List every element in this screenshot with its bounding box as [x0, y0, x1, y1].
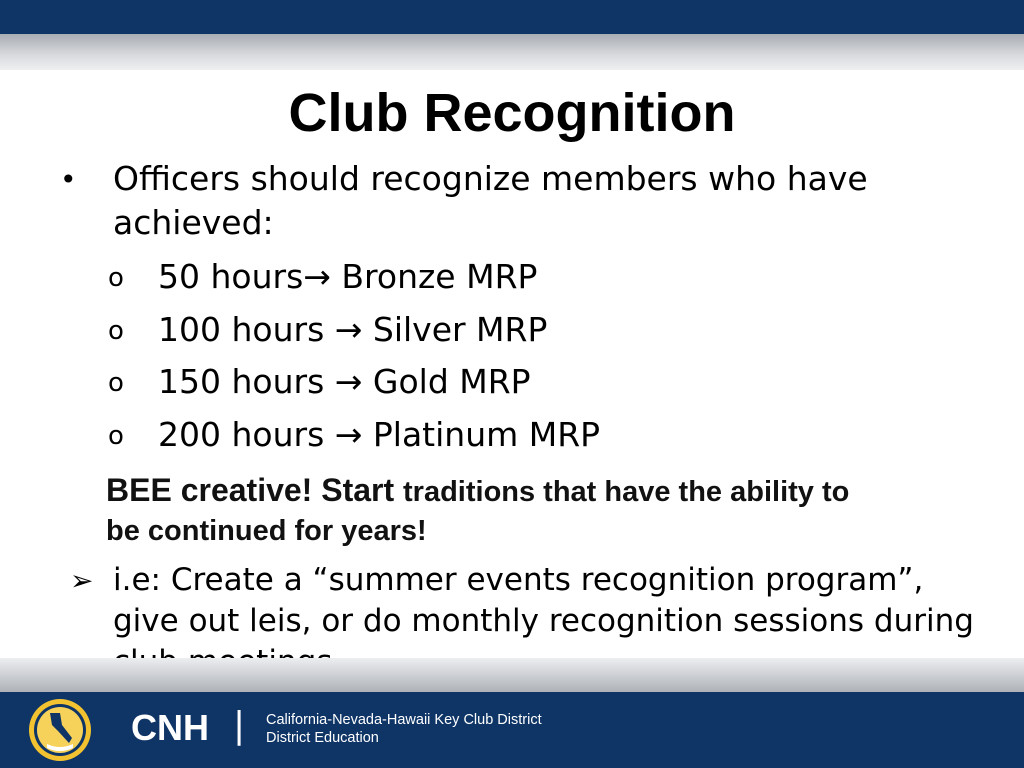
- bee-creative-continuation: traditions that have the ability to: [403, 476, 850, 508]
- sub-bullet-marker: o: [108, 421, 124, 451]
- bee-creative-line-2: be continued for years!: [106, 515, 427, 547]
- footer-brand: CNH: [131, 707, 209, 748]
- top-gradient-band: [0, 34, 1024, 70]
- footer-district-name: California-Nevada-Hawaii Key Club District: [266, 712, 542, 728]
- example-line-2: give out leis, or do monthly recognition sessions during: [113, 603, 974, 639]
- arrow-bullet-icon: ➢: [70, 564, 94, 597]
- footer-bar: [0, 692, 1024, 768]
- bee-creative-emphasis: BEE creative! Start: [106, 472, 404, 508]
- key-club-district-seal-icon: [28, 698, 92, 762]
- bottom-gradient-band: [0, 658, 1024, 692]
- sub-bullet-marker: o: [108, 368, 124, 398]
- footer-department: District Education: [266, 730, 379, 746]
- top-bar: [0, 0, 1024, 34]
- sub-item-silver: 100 hours → Silver MRP: [158, 310, 548, 349]
- sub-bullet-marker: o: [108, 316, 124, 346]
- sub-item-platinum: 200 hours → Platinum MRP: [158, 415, 601, 454]
- sub-item-gold: 150 hours → Gold MRP: [158, 362, 531, 401]
- bullet-marker: •: [60, 163, 77, 196]
- example-line-1: i.e: Create a “summer events recognition program”,: [113, 562, 924, 598]
- bullet-text-line-2: achieved:: [113, 203, 274, 242]
- footer-separator: |: [233, 705, 246, 746]
- slide-title: Club Recognition: [288, 83, 736, 143]
- sub-item-bronze: 50 hours→ Bronze MRP: [158, 257, 538, 296]
- bullet-text-line-1: Officers should recognize members who have: [113, 159, 868, 198]
- sub-bullet-marker: o: [108, 263, 124, 293]
